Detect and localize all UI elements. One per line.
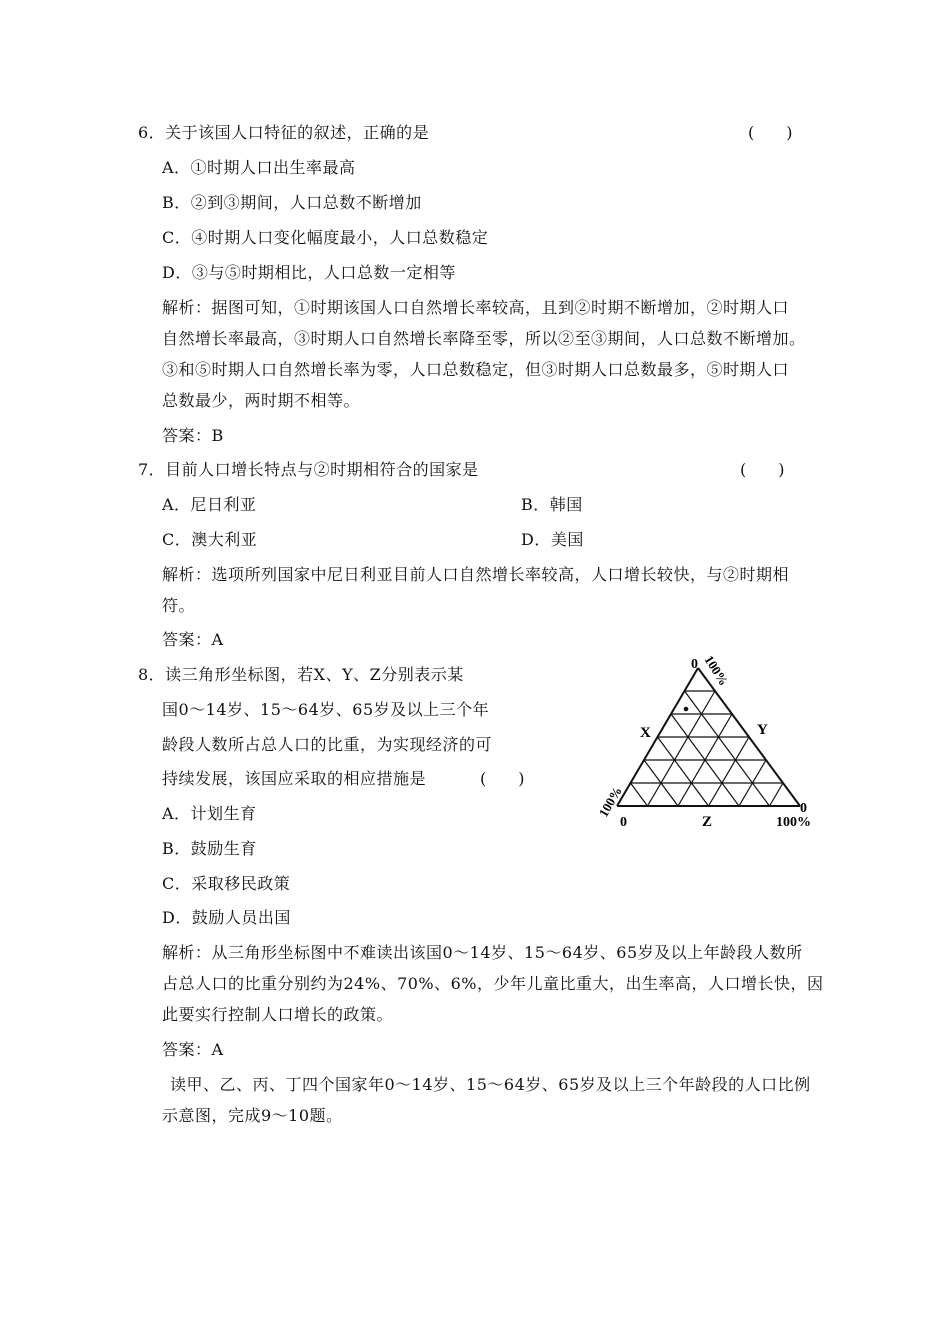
q8-stem-line: 龄段人数所占总人口的比重，为实现经济的可 [162, 735, 493, 754]
right-zero-label: 0 [800, 801, 807, 816]
q8-answer: 答案：A [162, 1040, 224, 1059]
q6-answer: 答案：B [162, 426, 224, 445]
q6-option-a: A．①时期人口出生率最高 [162, 158, 356, 177]
q7-analysis-line: 符。 [162, 596, 196, 615]
q7-option-d: D．美国 [521, 530, 584, 549]
left-zero-label: 0 [620, 815, 627, 830]
q9-10-intro-line: 读甲、乙、丙、丁四个国家年0～14岁、15～64岁、65岁及以上三个年龄段的人口比例 [170, 1075, 811, 1094]
q8-option-d: D．鼓励人员出国 [162, 908, 291, 927]
q7-answer-paren: ( ) [740, 460, 785, 479]
axis-x-label: X [640, 725, 651, 741]
q7-option-c: C．澳大利亚 [162, 530, 258, 549]
q8-analysis-line: 此要实行控制人口增长的政策。 [162, 1005, 394, 1024]
q6-stem: 6．关于该国人口特征的叙述，正确的是 [138, 123, 430, 142]
q7-stem: 7．目前人口增长特点与②时期相符合的国家是 [138, 460, 479, 479]
grid-line [709, 737, 750, 806]
top-hundred-label: 100% [701, 652, 732, 689]
q6-analysis-line: 自然增长率最高，③时期人口自然增长率降至零，所以②至③期间，人口总数不断增加。 [162, 329, 806, 348]
q6-option-c: C．④时期人口变化幅度最小，人口总数稳定 [162, 228, 489, 247]
q6-analysis-line: 解析：据图可知，①时期该国人口自然增长率较高，且到②时期不断增加，②时期人口 [162, 298, 790, 317]
q8-stem-line: 国0～14岁、15～64岁、65岁及以上三个年 [162, 700, 490, 719]
q8-option-b: B．鼓励生育 [162, 839, 257, 858]
axis-y-label: Y [757, 722, 768, 738]
grid-line [631, 783, 648, 806]
data-point [684, 707, 689, 712]
q7-analysis-line: 解析：选项所列国家中尼日利亚目前人口自然增长率较高，人口增长较快，与②时期相 [162, 565, 790, 584]
q7-option-a: A．尼日利亚 [162, 495, 257, 514]
q6-answer-paren: ( ) [748, 123, 793, 142]
q8-analysis-line: 解析：从三角形坐标图中不难读出该国0～14岁、15～64岁、65岁及以上年龄段人数所 [162, 943, 803, 962]
axis-z-label: Z [702, 814, 713, 830]
q6-analysis-line: ③和⑤时期人口自然增长率为零，人口总数稳定，但③时期人口总数最多，⑤时期人口 [162, 360, 790, 379]
q9-10-intro-line: 示意图，完成9～10题。 [162, 1106, 343, 1125]
grid-line [770, 783, 784, 806]
q7-option-b: B．韩国 [521, 495, 583, 514]
top-zero-label: 0 [691, 657, 698, 672]
q8-analysis-line: 占总人口的比重分别约为24%、70%、6%，少年儿童比重大，出生率高，人口增长快，因 [162, 974, 824, 993]
q8-option-c: C．采取移民政策 [162, 874, 291, 893]
grid-line [658, 737, 709, 806]
right-hundred-label: 100% [776, 815, 811, 830]
q8-answer-paren: ( ) [480, 769, 525, 788]
ternary-diagram [590, 648, 830, 838]
q6-option-b: B．②到③期间，人口总数不断增加 [162, 193, 422, 212]
q6-option-d: D．③与⑤时期相比，人口总数一定相等 [162, 263, 456, 282]
grid-line [648, 691, 716, 806]
q8-stem-line: 8．读三角形坐标图，若X、Y、Z分别表示某 [138, 665, 464, 684]
q8-stem-line: 持续发展，该国应采取的相应措施是 [162, 769, 427, 788]
q8-option-a: A．计划生育 [162, 804, 257, 823]
q6-analysis-line: 总数最少，两时期不相等。 [162, 391, 361, 410]
q7-answer: 答案：A [162, 630, 224, 649]
left-hundred-label: 100% [595, 783, 625, 820]
